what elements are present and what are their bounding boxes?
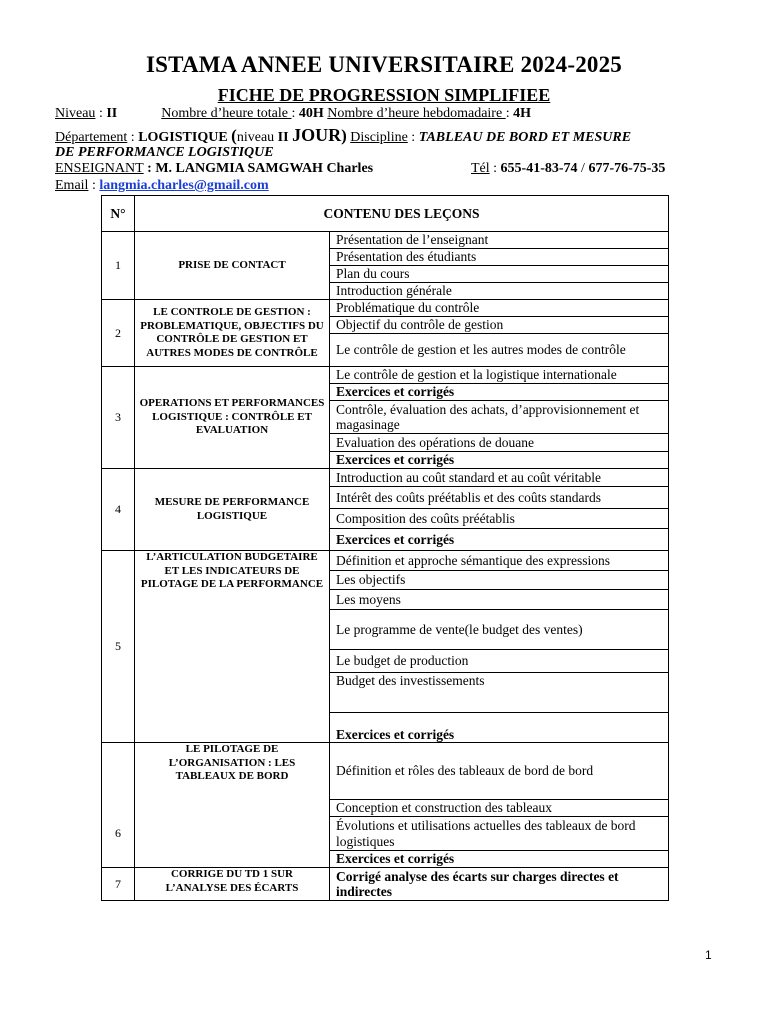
tel-value-2: 677-76-75-35 [588, 161, 666, 176]
info-line-discipline-cont [55, 145, 274, 161]
lesson-item: Exercices et corrigés [330, 851, 669, 868]
niveau-label: Niveau [55, 106, 96, 121]
lesson-number: 7 [102, 868, 135, 901]
info-line-departement: Département : LOGISTIQUE (niveau II JOUR) Discipline : TABLEAU DE BORD ET MESURE [55, 125, 632, 145]
table-row [102, 868, 669, 901]
info-line-email: Email : langmia.charles@gmail.com [55, 178, 269, 193]
lesson-item: Définition et rôles des tableaux de bord de bord [330, 743, 669, 800]
progression-table [101, 195, 669, 901]
lesson-item: Exercices et corrigés [330, 713, 669, 743]
lesson-item: Présentation de l’enseignant [330, 232, 669, 249]
niveau-value: II [106, 106, 118, 121]
tel-label: Tél [471, 161, 490, 176]
table-row [102, 743, 669, 800]
table-row [102, 367, 669, 384]
lesson-item: Corrigé analyse des écarts sur charges directes et indirectes [330, 868, 669, 901]
lesson-topic: MESURE DE PERFORMANCE LOGISTIQUE [135, 469, 330, 551]
lesson-item: Composition des coûts préétablis [330, 509, 669, 529]
col-number-header: N° [102, 196, 135, 232]
enseignant-label: ENSEIGNANT [55, 161, 144, 176]
lesson-topic: PRISE DE CONTACT [135, 232, 330, 300]
discipline-value-2: DE PERFORMANCE LOGISTIQUE [55, 145, 274, 160]
total-hours-value: 40H [298, 106, 324, 121]
lesson-item: Le contrôle de gestion et la logistique internationale [330, 367, 669, 384]
page-number: 1 [705, 948, 712, 962]
lesson-topic: CORRIGE DU TD 1 SUR L’ANALYSE DES ÉCARTS [135, 868, 330, 901]
lesson-item: Évolutions et utilisations actuelles des tableaux de bord logistiques [330, 817, 669, 851]
lesson-item: Exercices et corrigés [330, 529, 669, 551]
lesson-item: Présentation des étudiants [330, 249, 669, 266]
table-body [102, 232, 669, 901]
info-line-niveau: Niveau : II Nombre d’heure totale : 40H Nombre d’heure hebdomadaire : 4H [55, 106, 531, 121]
lesson-number: 6 [102, 743, 135, 868]
lesson-item: Le budget de production [330, 650, 669, 673]
tel-value-1: 655-41-83-74 [500, 161, 578, 176]
lesson-item: Intérêt des coûts préétablis et des coûts standards [330, 487, 669, 509]
table-row [102, 551, 669, 571]
niveau2-prefix: niveau [236, 130, 275, 145]
email-link[interactable]: langmia.charles@gmail.com [99, 178, 269, 193]
lesson-number: 4 [102, 469, 135, 551]
lesson-item: Contrôle, évaluation des achats, d’approvisionnement et magasinage [330, 401, 669, 434]
niveau2-value: II [277, 130, 289, 145]
lesson-item: Problématique du contrôle [330, 300, 669, 317]
lesson-topic: LE CONTROLE DE GESTION : PROBLEMATIQUE, OBJECTIFS DU CONTRÔLE DE GESTION ET AUTRES MODES DE CONTRÔLE [135, 300, 330, 367]
lesson-item: Le contrôle de gestion et les autres modes de contrôle [330, 334, 669, 367]
table-row [102, 300, 669, 317]
lesson-item: Exercices et corrigés [330, 452, 669, 469]
email-label: Email [55, 178, 89, 193]
table-row [102, 232, 669, 249]
col-content-header: CONTENU DES LEÇONS [135, 196, 669, 232]
lesson-topic: L’ARTICULATION BUDGETAIRE ET LES INDICATEURS DE PILOTAGE DE LA PERFORMANCE [135, 551, 330, 743]
lesson-topic: OPERATIONS ET PERFORMANCES LOGISTIQUE : CONTRÔLE ET EVALUATION [135, 367, 330, 469]
lesson-item: Introduction générale [330, 283, 669, 300]
document-subtitle: FICHE DE PROGRESSION SIMPLIFIEE [217, 85, 551, 105]
departement-value: LOGISTIQUE [138, 130, 228, 145]
lesson-item: Définition et approche sémantique des expressions [330, 551, 669, 571]
weekly-hours-label: Nombre d’heure hebdomadaire [327, 106, 506, 121]
lesson-item: Objectif du contrôle de gestion [330, 317, 669, 334]
jour-label: JOUR [292, 125, 342, 145]
enseignant-value: M. LANGMIA SAMGWAH Charles [155, 161, 374, 176]
lesson-item: Introduction au coût standard et au coût véritable [330, 469, 669, 487]
lesson-item: Le programme de vente(le budget des ventes) [330, 610, 669, 650]
lesson-item: Budget des investissements [330, 673, 669, 713]
info-line-enseignant: ENSEIGNANT : M. LANGMIA SAMGWAH Charles Tél : 655-41-83-74 / 677-76-75-35 [55, 161, 666, 176]
discipline-value-1: TABLEAU DE BORD ET MESURE [418, 130, 632, 145]
lesson-item: Les objectifs [330, 571, 669, 590]
weekly-hours-value: 4H [513, 106, 531, 121]
lesson-number: 1 [102, 232, 135, 300]
lesson-topic: LE PILOTAGE DE L’ORGANISATION : LES TABLEAUX DE BORD [135, 743, 330, 868]
lesson-item: Evaluation des opérations de douane [330, 434, 669, 452]
lesson-item: Conception et construction des tableaux [330, 800, 669, 817]
table-header-row [102, 196, 669, 232]
discipline-label: Discipline [350, 130, 408, 145]
lesson-number: 5 [102, 551, 135, 743]
lesson-number: 3 [102, 367, 135, 469]
lesson-item: Plan du cours [330, 266, 669, 283]
table-row [102, 469, 669, 487]
total-hours-label: Nombre d’heure totale [161, 106, 292, 121]
lesson-item: Exercices et corrigés [330, 384, 669, 401]
lesson-item: Les moyens [330, 590, 669, 610]
departement-label: Département [55, 130, 128, 145]
lesson-number: 2 [102, 300, 135, 367]
document-title: ISTAMA ANNEE UNIVERSITAIRE 2024-2025 [145, 52, 622, 77]
